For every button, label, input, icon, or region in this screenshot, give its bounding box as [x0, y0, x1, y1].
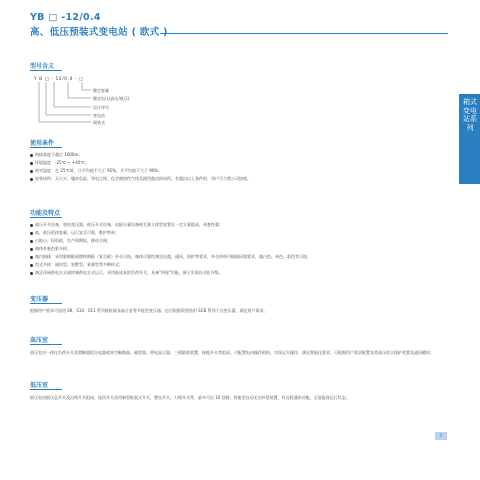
title-line2: 高、低压预装式变电站 ( 欧式 ): [30, 27, 168, 38]
model-label-design: 设计序号: [93, 105, 109, 110]
side-band: [459, 0, 480, 480]
usage-item: [30, 176, 251, 182]
section-underline-transformer: [30, 303, 62, 304]
side-tab-text: 箱式变电站系列: [463, 98, 477, 132]
bullet-icon: [30, 256, 33, 259]
bullet-icon: [30, 170, 33, 173]
feature-item-text: 箱体外观色彩多样；: [35, 246, 71, 251]
section-title-hv: 高压室: [30, 337, 49, 344]
title-divider: [160, 33, 448, 34]
feature-item-text: 箱内抽排：采用彩钢板或镀锌钢板（复合板）外壳可选，箱体可靠性满足抗震、通风、防护等要求，外壳材料可根据环境要求，做白色、米色、彩色等可选；: [35, 254, 311, 259]
feature-item: [30, 222, 223, 228]
model-code: Y B □ - 12/0.4 - □: [34, 77, 84, 82]
bullet-icon: [30, 264, 33, 267]
model-label-prefab: 预装式: [93, 120, 105, 125]
usage-item: [30, 152, 82, 158]
bullet-icon: [30, 178, 33, 181]
section-underline-hv: [30, 344, 62, 345]
usage-item-text: 安装场所：无火灾、爆炸危险、导电尘埃、化学腐蚀性气体及剧烈震动的场所。若超出以上条件时，用户可与我公司协商。: [35, 176, 251, 181]
bullet-icon: [30, 232, 33, 235]
bullet-icon: [30, 224, 33, 227]
feature-item: [30, 270, 223, 276]
usage-item: [30, 168, 162, 174]
feature-item: [30, 230, 119, 236]
section-title-features: 功能及特点: [30, 210, 61, 217]
hv-text: 高压室由一体化负荷开关及熔断器组合电器或真空断路器、避雷器、带电显示器、三相联锁装置、接地开关等组成。可配置电动操作机构，实现远方操作，满足智能化要求，可根据用户需求配置各类高压综合保护装置及通讯模块；: [30, 350, 434, 355]
bullet-icon: [30, 162, 33, 165]
section-underline-usage: [30, 147, 62, 148]
model-label-capacity: 额定容量: [93, 88, 109, 93]
usage-item-text: 环境温度：-25℃ ~ +40℃；: [35, 160, 89, 165]
bullet-icon: [30, 154, 33, 157]
feature-item-text: 占地小，投资低，生产周期短，移动方便；: [35, 238, 111, 243]
feature-item: [30, 254, 311, 260]
bullet-icon: [30, 240, 33, 243]
title-line1: YB □ -12/0.4: [30, 12, 101, 23]
bullet-icon: [30, 248, 33, 251]
section-underline-lv: [30, 389, 62, 390]
section-title-lv: 低压室: [30, 382, 49, 389]
usage-item: [30, 160, 89, 166]
section-title-usage: 使用条件: [30, 140, 55, 147]
section-title-model: 型号含义: [30, 63, 55, 70]
feature-item-text: 高压开关设备、变电变压器、低压开关设备，电能计量设备相互独立体型安置在一定方案组成，成套性强；: [35, 222, 223, 227]
usage-item-text: 海拔高度不超过 1000m；: [35, 152, 83, 157]
feature-item: [30, 262, 123, 268]
section-underline-features: [30, 217, 62, 218]
feature-item-text: 型式多样：通用型、别墅型、景观型等多种样式；: [35, 262, 123, 267]
section-underline-model: [30, 70, 62, 71]
page-number: 5: [435, 432, 447, 440]
feature-item: [30, 246, 71, 252]
model-label-substation: 变电站: [93, 113, 105, 118]
feature-item-text: 满足环网供电方式或终端供电方式运行，采用低成本的负荷开关，具备"四遥"功能，便于实现自动化升级。: [35, 270, 223, 275]
bullet-icon: [30, 272, 33, 275]
section-title-transformer: 变压器: [30, 296, 49, 303]
lv-text: 低压室由低压总开关及出线开关组成，选用开关采用新型框架式开关、塑壳开关、刀熔开关等，最多可出 10 回路；智能型自动无功补偿装置，有远程通讯功能，全面监视运行状态。: [30, 395, 350, 400]
feature-item-text: 高、低压柜体容量，运行安全可靠，维护简单；: [35, 230, 119, 235]
model-label-voltage: 额定电压(高压/低压): [93, 96, 130, 101]
transformer-text: 根据用户要求可选用 S9、S10、S11 系列低耗或非晶合金等节能型变压器，也可根据需要选用 SCB 系列干式变压器，满足用户需求。: [30, 308, 268, 313]
feature-item: [30, 238, 111, 244]
usage-item-text: 相对湿度：在 25℃时，日平均值不大于 95%，月平均值不大于 90%；: [35, 168, 163, 173]
